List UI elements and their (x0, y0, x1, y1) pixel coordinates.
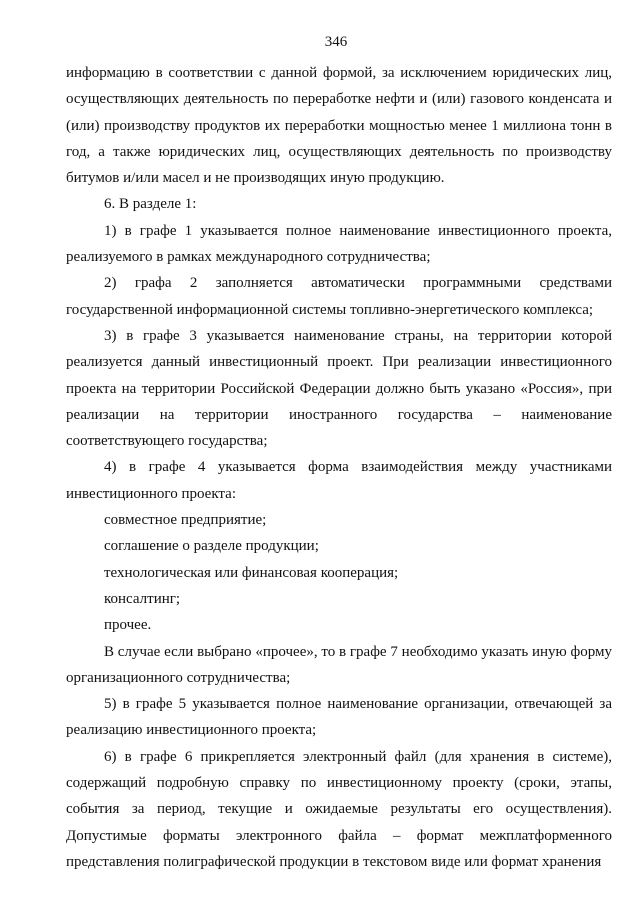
list-item: соглашение о разделе продукции; (104, 538, 319, 555)
list-item: совместное предприятие; (104, 512, 267, 529)
section-heading: 6. В разделе 1: (104, 196, 197, 213)
paragraph-column-6: 6) в графе 6 прикрепляется электронный файл (для хранения в системе), содержащий подробную справку по инвестиционному проекту (сроки, этапы, события за период, текущие и ожидаемые результаты его осуществления). Допустимые форматы электронного файла – формат межплатформенного представления полиграфической продукции в текстовом виде или формат хранения (66, 748, 612, 870)
paragraph-intro: информацию в соответствии с данной формой, за исключением юридических лиц, осуществляющих деятельность по переработке нефти и (или) газового конденсата и (или) производству продуктов их переработки мощностью менее 1 миллиона тонн в год, а также юридических лиц, осуществляющих деятельность по производству битумов и/или масел и не производящих иную продукцию. (66, 65, 612, 187)
paragraph-column-1: 1) в графе 1 указывается полное наименование инвестиционного проекта, реализуемого в рамках международного сотрудничества; (66, 222, 612, 266)
paragraph-column-4: 4) в графе 4 указывается форма взаимодействия между участниками инвестиционного проекта: (66, 459, 612, 502)
list-item: консалтинг; (104, 590, 181, 607)
list-item: прочее. (104, 617, 152, 634)
page-number: 346 (324, 34, 348, 50)
paragraph-other-note: В случае если выбрано «прочее», то в графе 7 необходимо указать иную форму организационного сотрудничества; (66, 643, 612, 686)
paragraph-column-5: 5) в графе 5 указывается полное наименование организации, отвечающей за реализацию инвестиционного проекта; (66, 696, 612, 739)
paragraph-column-3: 3) в графе 3 указывается наименование страны, на территории которой реализуется данный инвестиционный проект. При реализации инвестиционного проекта на территории Российской Федерации должно быть указано «Россия», при реализации на территории иностранного государства – наименование соответствующего государства; (66, 327, 612, 450)
paragraph-column-2: 2) графа 2 заполняется автоматически программными средствами государственной информационной системы топливно-энергетического комплекса; (66, 275, 612, 318)
document-body (66, 60, 612, 875)
list-item: технологическая или финансовая кооперация; (104, 564, 399, 581)
